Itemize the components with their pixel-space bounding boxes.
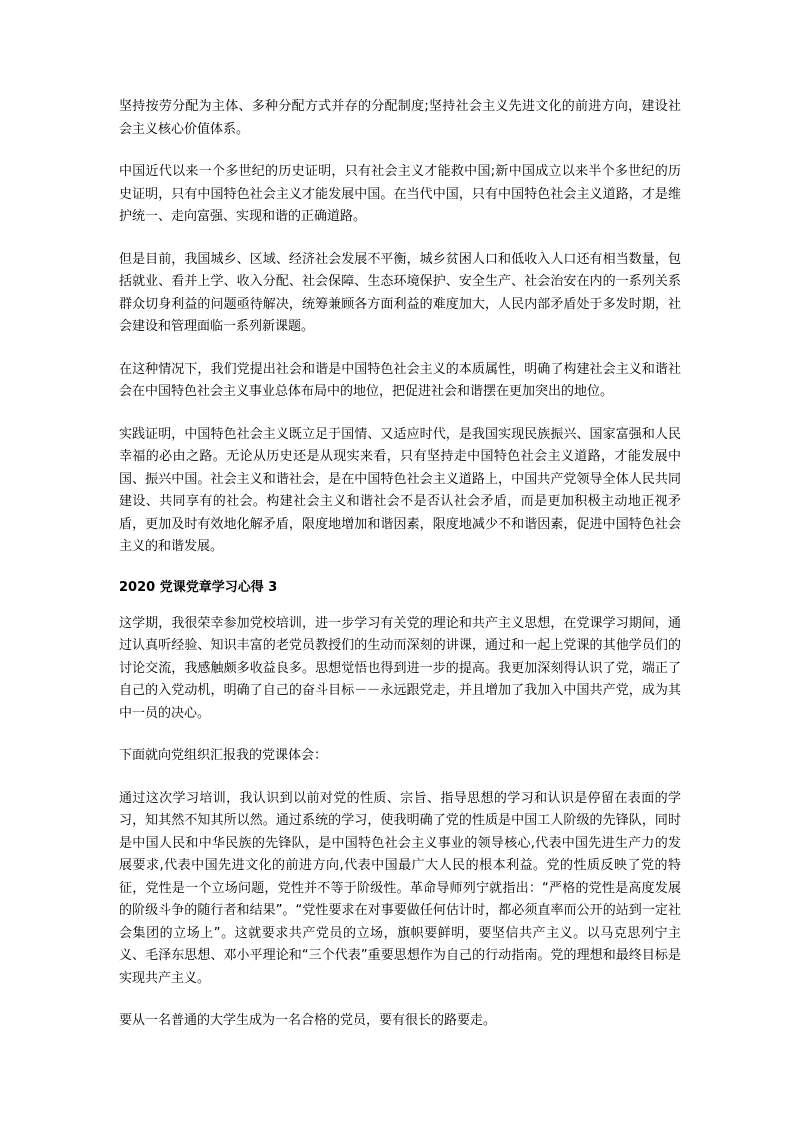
paragraph-report-intro: 下面就向党组织汇报我的党课体会： [119, 748, 328, 763]
section-heading: 2020 党课党章学习心得 3 [119, 579, 278, 595]
paragraph-current-problems: 但是目前，我国城乡、区域、经济社会发展不平衡，城乡贫困人口和低收入人口还有相当数量，包括就业、看并上学、收入分配、社会保障、生态环境保护、安全生产、社会治安在内的一系列关系群众切身利益的问题亟待解决，统筹兼顾各方面利益的难度加大，人民内部矛盾处于多发时期，社会建设和管理面临一系列新课题。 [119, 251, 681, 334]
paragraph-historical-proof: 中国近代以来一个多世纪的历史证明，只有社会主义才能救中国;新中国成立以来半个多世纪的历史证明，只有中国特色社会主义才能发展中国。在当代中国，只有中国特色社会主义道路，才是维护统一、走向富强、实现和谐的正确道路。 [119, 164, 681, 224]
paragraph-long-road: 要从一名普通的大学生成为一名合格的党员，要有很长的路要走。 [119, 1013, 497, 1028]
paragraph-practice-proof: 实践证明，中国特色社会主义既立足于国情、又适应时代，是我国实现民族振兴、国家富强和人民幸福的必由之路。无论从历史还是从现实来看，只有坚持走中国特色社会主义道路，才能发展中国、振兴中国。社会主义和谐社会，是在中国特色社会主义道路上，中国共产党领导全体人民共同建设、共同享有的社会。构建社会主义和谐社会不是否认社会矛盾，而是更加积极主动地正视矛盾，更加及时有效地化解矛盾，限度地增加和谐因素，限度地减少不和谐因素，促进中国特色社会主义的和谐发展。 [119, 426, 681, 554]
paragraph-party-nature: 通过这次学习培训，我认识到以前对党的性质、宗旨、指导思想的学习和认识是停留在表面的学习，知其然不知其所以然。通过系统的学习，使我明确了党的性质是中国工人阶级的先锋队，同时是中国人民和中华民族的先锋队，是中国特色社会主义事业的领导核心,代表中国先进生产力的发展要求,代表中国先进文化的前进方向,代表中国最广大人民的根本利益。党的性质反映了党的特征，党性是一个立场问题，党性并不等于阶级性。革命导师列宁就指出：“严格的党性是高度发展的阶级斗争的随行者和结果”。“党性要求在对事要做任何估计时，都必须直率而公开的站到一定社会集团的立场上”。这就要求共产党员的立场，旗帜要鲜明，要坚信共产主义。以马克思列宁主义、毛泽东思想、邓小平理论和“三个代表”重要思想作为自己的行动指南。党的理想和最终目标是实现共产主义。 [119, 790, 681, 986]
paragraph-distribution-system: 坚持按劳分配为主体、多种分配方式并存的分配制度;坚持社会主义先进文化的前进方向，建设社会主义核心价值体系。 [119, 99, 681, 137]
paragraph-party-school-training: 这学期，我很荣幸参加党校培训，进一步学习有关党的理论和共产主义思想，在党课学习期间，通过认真听经验、知识丰富的老党员教授们的生动而深刻的讲课，通过和一起上党课的其他学员们的讨论交流，我感触颇多收益良多。思想觉悟也得到进一步的提高。我更加深刻得认识了党，端正了自己的入党动机，明确了自己的奋斗目标－－永远跟党走，并且增加了我加入中国共产党，成为其中一员的决心。 [119, 615, 681, 721]
document-page [119, 96, 681, 1053]
paragraph-social-harmony: 在这种情况下，我们党提出社会和谐是中国特色社会主义的本质属性，明确了构建社会主义和谐社会在中国特色社会主义事业总体布局中的地位，把促进社会和谐摆在更加突出的地位。 [119, 361, 681, 399]
